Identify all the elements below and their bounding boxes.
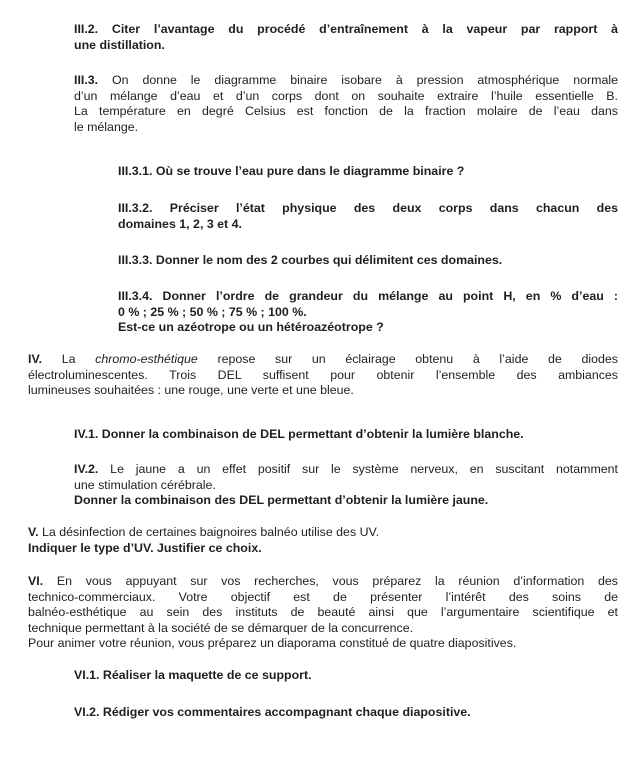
question-number: IV.2. <box>74 462 99 476</box>
question-text-line: En vous appuyant sur vos recherches, vous préparez la réunion d’information des <box>56 574 618 588</box>
question-text-line: IV.1. Donner la combinaison de DEL permettant d’obtenir la lumière blanche. <box>74 427 524 441</box>
question-III-3-1 <box>118 164 618 180</box>
question-number: III.3. <box>74 73 99 87</box>
question-text-line: 0 % ; 25 % ; 50 % ; 75 % ; 100 %. <box>118 304 307 319</box>
question-text-line: III.3.1. Où se trouve l’eau pure dans le diagramme binaire ? <box>118 164 465 178</box>
question-number: IV. <box>28 352 43 366</box>
question-text-line: III.3.4. Donner l’ordre de grandeur du mélange au point H, en % d’eau : <box>118 289 618 303</box>
question-text-line: III.3.2. Préciser l’état physique des deux corps dans chacun des <box>118 201 618 215</box>
question-text-line: balnéo-esthétique au sein des instituts de beauté ainsi que l’argumentaire scientifique et <box>28 605 618 619</box>
question-text-line: domaines 1, 2, 3 et 4. <box>118 216 242 231</box>
question-III-3-3 <box>118 253 618 269</box>
question-text-fragment: repose sur un éclairage obtenu à l’aide de diodes <box>217 352 618 366</box>
question-text-line: Le jaune a un effet positif sur le système nerveux, en suscitant notamment <box>110 462 618 476</box>
question-III-3-2 <box>118 201 618 232</box>
emphasized-term: chromo-esthétique <box>95 352 198 366</box>
question-IV-2 <box>74 462 618 509</box>
question-VI-1 <box>74 668 618 684</box>
question-text-line: une distillation. <box>74 37 165 52</box>
question-text-line: d’un mélange d’eau et d’un corps dont on souhaite extraire l’huile essentielle B. <box>74 88 618 103</box>
question-IV-1 <box>74 427 618 443</box>
question-V <box>28 525 618 556</box>
question-text-line: Est-ce un azéotrope ou un hétéroazéotrope ? <box>118 320 384 334</box>
question-text-line: technique permettant à la société de se démarquer de la concurrence. <box>28 620 414 635</box>
question-number: III.2. <box>74 22 99 36</box>
question-text-line: technico-commerciaux. Votre objectif est de présenter l’intérêt des soins de <box>28 589 618 604</box>
question-text-line: On donne le diagramme binaire isobare à pression atmosphérique normale <box>112 73 618 87</box>
question-text-line: Pour animer votre réunion, vous préparez un diaporama constitué de quatre diapositives. <box>28 636 517 650</box>
question-III-2 <box>74 22 618 53</box>
question-text-line: Indiquer le type d’UV. Justifier ce choix. <box>28 540 262 555</box>
question-number: VI. <box>28 574 44 588</box>
question-text-line: le mélange. <box>74 119 139 134</box>
question-III-3-4 <box>118 289 618 336</box>
question-text-line: électroluminescentes. Trois DEL suffisent pour obtenir l’ensemble des ambiances <box>28 367 618 382</box>
question-VI <box>28 574 618 652</box>
question-text-line: III.3.3. Donner le nom des 2 courbes qui délimitent ces domaines. <box>118 253 503 267</box>
question-text-line: une stimulation cérébrale. <box>74 477 216 492</box>
question-IV <box>28 352 618 399</box>
question-text-fragment: La <box>61 352 76 366</box>
question-text-line: VI.1. Réaliser la maquette de ce support. <box>74 668 312 682</box>
question-text-line: La température en degré Celsius est fonction de la fraction molaire de l’eau dans <box>74 104 618 118</box>
question-number: V. <box>28 525 39 539</box>
question-VI-2 <box>74 705 618 721</box>
question-III-3 <box>74 73 618 135</box>
question-text-line: VI.2. Rédiger vos commentaires accompagnant chaque diapositive. <box>74 705 471 719</box>
question-text-line: Donner la combinaison des DEL permettant d’obtenir la lumière jaune. <box>74 493 489 507</box>
question-text-line: lumineuses souhaitées : une rouge, une verte et une bleue. <box>28 383 354 397</box>
question-text-line: Citer l’avantage du procédé d’entraînement à la vapeur par rapport à <box>111 22 618 36</box>
question-text-line: La désinfection de certaines baignoires balnéo utilise des UV. <box>42 525 380 539</box>
